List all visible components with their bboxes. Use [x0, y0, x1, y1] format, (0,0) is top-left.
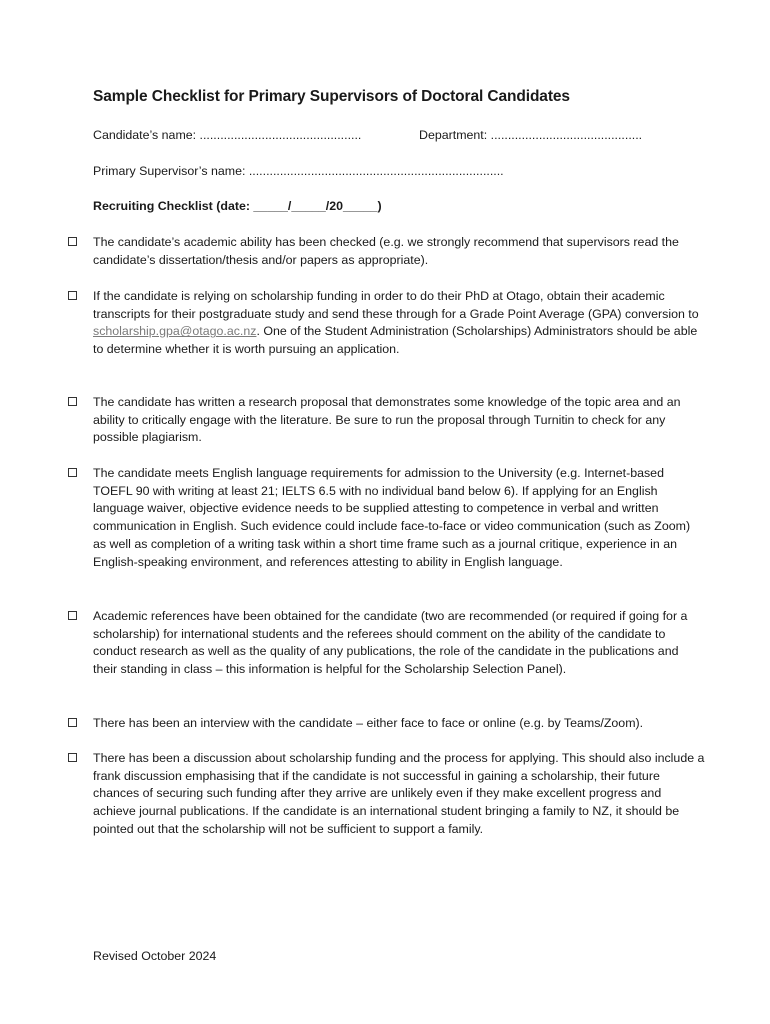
checklist-item-text: There has been a discussion about scholarship funding and the process for applying. This should also include a frank discussion emphasising that if the candidate is not successful in gaining a scholarship, their future chances of securing such funding after they arrive are unlikely even if they make excellent progress and achieve journal publications. If the candidate is an international student bringing a family to NZ, it should be pointed out that the scholarship will not be sufficient to support a family. — [93, 751, 705, 836]
checkbox[interactable] — [68, 753, 77, 762]
candidate-name-field: Candidate’s name: ............................................... — [93, 128, 362, 142]
checklist-item-text: The candidate has written a research proposal that demonstrates some knowledge of the topic area and an ability to critically engage with the literature. Be sure to run the proposal through Turnitin to check for any possible plagiarism. — [93, 395, 681, 445]
recruiting-checklist-heading: Recruiting Checklist (date: _____/_____/20_____) — [93, 199, 382, 213]
checklist-item-text: There has been an interview with the candidate – either face to face or online (e.g. by Teams/Zoom). — [93, 716, 644, 730]
checkbox[interactable] — [68, 397, 77, 406]
checkbox[interactable] — [68, 611, 77, 620]
checkbox[interactable] — [68, 291, 77, 300]
supervisor-name-field: Primary Supervisor’s name: .......................................................................... — [93, 164, 504, 178]
checklist-item-text — [93, 288, 705, 359]
checklist-item-text: The candidate’s academic ability has been checked (e.g. we strongly recommend that supervisors read the candidate’s dissertation/thesis and/or papers as appropriate). — [93, 235, 679, 267]
scholarship-email-link[interactable]: scholarship.gpa@otago.ac.nz — [93, 324, 257, 339]
revision-note: Revised October 2024 — [93, 949, 217, 963]
department-field: Department: ............................................ — [419, 128, 643, 142]
checklist-item-text-start: If the candidate is relying on scholarship funding in order to do their PhD at Otago, obtain their academic transcripts for their postgraduate study and send these through for a Grade Point Average (GPA) conversion to — [93, 289, 699, 321]
checkbox[interactable] — [68, 468, 77, 477]
checklist-item-text: Academic references have been obtained for the candidate (two are recommended (or required if going for a scholarship) for international students and the referees should comment on the ability of the candidate to conduct research as well as the quality of any publications, the role of the candidate in the publications and their standing in class – this information is helpful for the Scholarship Selection Panel). — [93, 609, 688, 677]
checklist-item-text-end: . One of the Student Administration (Scholarships) Administrators should be able to determine whether it is worth pursuing an application. — [93, 324, 698, 357]
checkbox[interactable] — [68, 237, 77, 246]
page-title: Sample Checklist for Primary Supervisors of Doctoral Candidates — [93, 88, 570, 105]
checkbox[interactable] — [68, 718, 77, 727]
checklist-item-text: The candidate meets English language requirements for admission to the University (e.g. Internet-based TOEFL 90 with writing at least 21; IELTS 6.5 with no individual band below 6). If applying for an English language waiver, objective evidence needs to be supplied attesting to competence in verbal and written communication in English. Such evidence could include face-to-face or video communication (such as Zoom) as well as completion of a writing task within a short time frame such as a journal critique, experience in an English-speaking environment, and references attesting to ability in English language. — [93, 466, 691, 569]
